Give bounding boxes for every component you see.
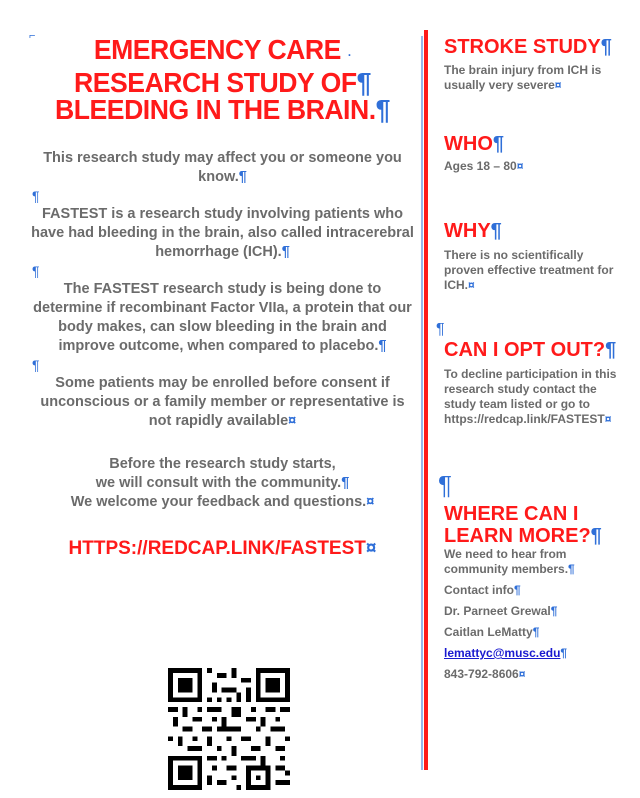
study-url[interactable]: HTTPS://REDCAP.LINK/FASTEST¤ bbox=[68, 538, 377, 559]
page-title bbox=[40, 36, 406, 123]
column-divider bbox=[424, 30, 428, 770]
contact-email-line: lemattyc@musc.edu¶ bbox=[444, 646, 568, 660]
section-optout bbox=[436, 321, 624, 427]
optout-heading: CAN I OPT OUT?¶ bbox=[444, 339, 617, 361]
contact-email[interactable]: lemattyc@musc.edu bbox=[444, 646, 561, 660]
title-line-2: RESEARCH STUDY OF¶ bbox=[74, 67, 371, 98]
pilcrow-mark: ¶ bbox=[438, 470, 452, 500]
title-line-1: EMERGENCY CARE · bbox=[93, 34, 352, 65]
pilcrow-mark: ¶ bbox=[32, 188, 40, 204]
contact-name-2: Caitlan LeMatty¶ bbox=[444, 625, 540, 639]
paragraph-fastest: FASTEST is a research study involving patients who have had bleeding in the brain, also called intracerebral hemorrhage (ICH).¶ bbox=[31, 206, 414, 260]
section-why bbox=[444, 220, 624, 293]
section-learn bbox=[438, 470, 624, 682]
title-line-3: BLEEDING IN THE BRAIN.¶ bbox=[55, 94, 390, 125]
section-who bbox=[444, 133, 624, 174]
optout-body: To decline participation in this research study contact the study team listed or go to https://redcap.link/FASTEST¤ bbox=[444, 367, 617, 426]
contact-phone: 843-792-8606¤ bbox=[444, 667, 526, 681]
sidebar bbox=[436, 30, 624, 682]
stroke-heading: STROKE STUDY¶ bbox=[444, 36, 612, 58]
corner-marker: ⌐ bbox=[29, 30, 36, 42]
pilcrow-mark: ¶ bbox=[32, 357, 40, 373]
qr-code[interactable] bbox=[168, 668, 290, 790]
paragraph-community: Before the research study starts, we will consult with the community.¶ We welcome your feedback and questions.¤ bbox=[70, 456, 375, 510]
column-divider-shadow bbox=[421, 36, 423, 770]
learn-body: We need to hear from community members.¶ bbox=[444, 547, 575, 576]
who-body: Ages 18 – 80¤ bbox=[444, 159, 524, 173]
left-column bbox=[30, 30, 415, 560]
pilcrow-mark: ¶ bbox=[32, 263, 40, 279]
stroke-body: The brain injury from ICH is usually very severe¤ bbox=[444, 63, 602, 92]
pilcrow-mark: ¶ bbox=[436, 321, 445, 338]
why-heading: WHY¶ bbox=[444, 220, 502, 242]
who-heading: WHO¶ bbox=[444, 133, 505, 155]
paragraph-intro: This research study may affect you or someone you know.¶ bbox=[43, 150, 402, 185]
why-body: There is no scientifically proven effective treatment for ICH.¤ bbox=[444, 248, 614, 292]
paragraph-factor: The FASTEST research study is being done to determine if recombinant Factor VIIa, a protein that our body makes, can slow bleeding in the brain and improve outcome, when compared to placebo.¶ bbox=[33, 281, 412, 354]
paragraph-consent: Some patients may be enrolled before consent if unconscious or a family member or representative is not rapidly available¤ bbox=[40, 375, 405, 429]
contact-name-1: Dr. Parneet Grewal¶ bbox=[444, 604, 558, 618]
section-stroke bbox=[444, 36, 624, 93]
learn-heading: WHERE CAN I LEARN MORE?¶ bbox=[444, 503, 602, 547]
contact-label: Contact info¶ bbox=[444, 583, 521, 597]
